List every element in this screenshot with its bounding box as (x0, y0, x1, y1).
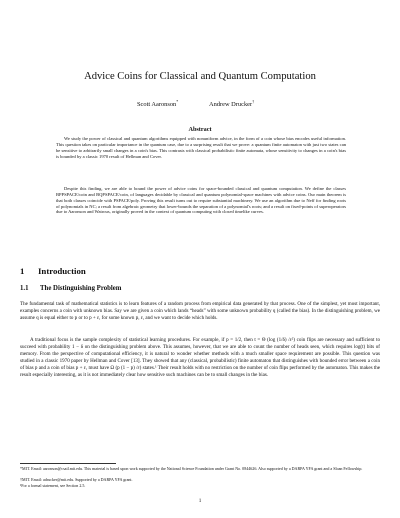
body-paragraph: The fundamental task of mathematical statistics is to learn features of a random process from empirical data generated by that process. One of the simplest, yet most important, examples concerns a coin with unknown bias. Say we are given a coin which lands “heads” with some unknown probability q (called the bias). In the distinguishing problem, we assume q is equal either to p or to p + ε, for some known p, ε, and we want to decide which holds. (20, 301, 380, 322)
footnote: †MIT. Email: adrucker@mit.edu. Supported by a DARPA YFA grant. (20, 477, 133, 482)
footnote: ¹For a formal statement, see Section 2.5. (20, 483, 86, 488)
page-number: 1 (198, 498, 202, 504)
author-mark: † (252, 99, 255, 104)
subsection-heading (20, 285, 121, 292)
abstract-paragraph: Despite this finding, we are able to bound the power of advice coins for space-bounded classical and quantum computation. We define the classes BPPSPACE/coin and BQPSPACE/coin, of languages decidable by classical and quantum polynomial-space machines with advice coins. Our main theorem is that both classes coincide with PSPACE/poly. Proving this result turns out to require substantial machinery. We use an algorithm due to Neff for finding roots of polynomials in NC; a result from algebraic geometry that lower-bounds the separation of a polynomial's roots; and a result on fixed-points of superoperators due to Aaronson and Watrous, originally proved in the context of quantum computing with closed timelike curves. (56, 186, 346, 215)
subsection-number: 1.1 (20, 285, 29, 292)
abstract-paragraph: We study the power of classical and quantum algorithms equipped with nonuniform advice, in the form of a coin whose bias encodes useful information. This question takes on particular importance in the quantum case, due to a surprising result that we prove: a quantum finite automaton with just two states can be sensitive to arbitrarily small changes in a coin's bias. This contrasts with classical probabilistic finite automata, whose sensitivity to changes in a coin's bias is bounded by a classic 1970 result of Hellman and Cover. (56, 136, 346, 159)
section-number: 1 (20, 266, 25, 276)
body-paragraph: A traditional focus is the sample complexity of statistical learning procedures. For example, if p = 1/2, then t = Θ (log (1/δ) /ε²) coin flips are necessary and sufficient to succeed with probability 1 − δ on the distinguishing problem above. This assumes, however, that we are able to count the number of heads seen, which requires log(t) bits of memory. From the perspective of computational efficiency, it is natural to wonder whether methods with a much smaller space requirement are possible. This question was studied in a classic 1970 paper by Hellman and Cover [13]. They showed that any (classical, probabilistic) finite automaton that distinguishes with bounded error between a coin of bias p and a coin of bias p + ε, must have Ω (p (1 − p) /ε) states.¹ Their result holds with no restriction on the number of coin flips performed by the automaton. This makes the result especially interesting, as it is not immediately clear how sensitive such machines can be to small changes in the bias. (20, 337, 380, 379)
paper-title: Advice Coins for Classical and Quantum Computation (84, 71, 316, 82)
author-mark: * (176, 99, 179, 104)
author-drucker (209, 99, 254, 108)
author-aaronson (137, 99, 178, 108)
footnote-rule (20, 463, 116, 464)
section-heading (20, 266, 86, 276)
author-name: Andrew Drucker (209, 101, 253, 109)
footnote: *MIT. Email: aaronson@csail.mit.edu. This material is based upon work supported by the National Science Foundation under Grant No. 0844626. Also supported by a DARPA YFA grant and a Sloan Fellowship. (20, 466, 363, 471)
section-title: Introduction (38, 266, 86, 276)
abstract-heading: Abstract (188, 126, 212, 133)
author-name: Scott Aaronson (137, 101, 177, 109)
subsection-title: The Distinguishing Problem (40, 285, 122, 292)
